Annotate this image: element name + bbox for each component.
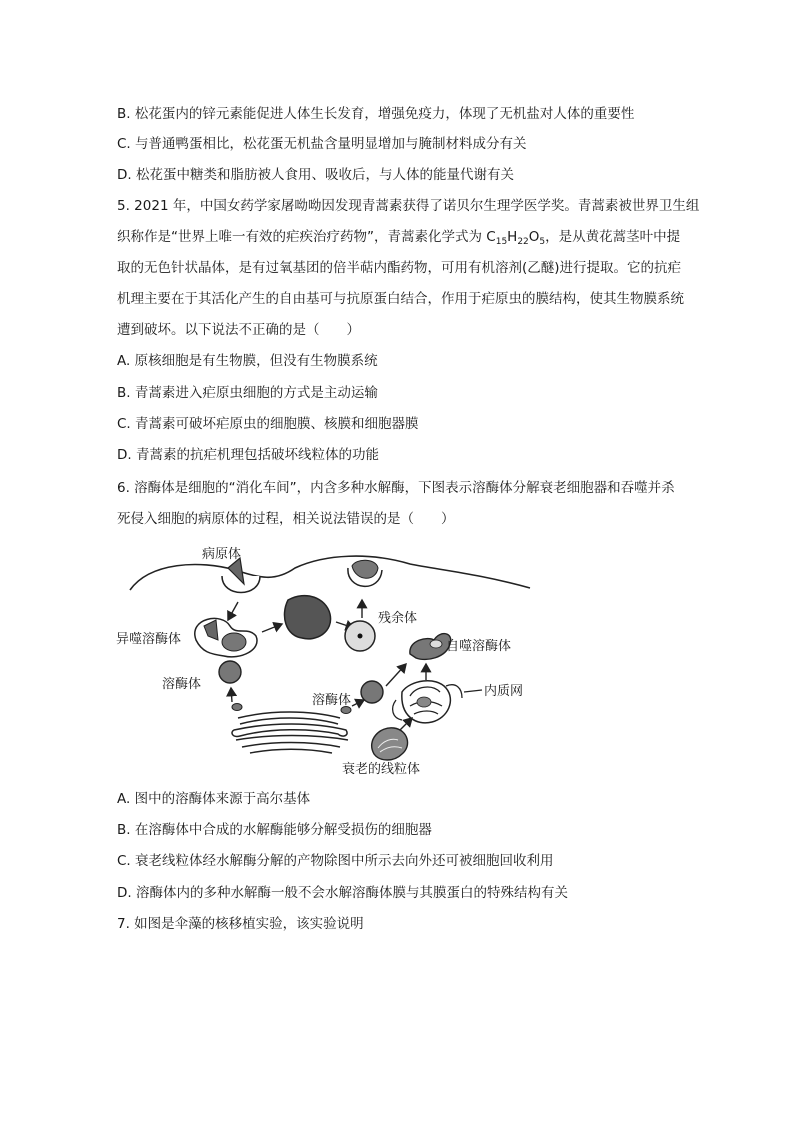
q6-option-d: D. 溶酶体内的多种水解酶一般不会水解溶酶体膜与其膜蛋白的特殊结构有关 (117, 885, 568, 901)
label-lysosome-mid: 溶酶体 (312, 693, 352, 708)
q5-line2: 织称作是“世界上唯一有效的疟疾治疗药物”，青蒿素化学式为 $C_{15}H_{22}O_5$，是从黄花蒿茎叶中提 (117, 229, 681, 247)
q7-line1: 7. 如图是伞藻的核移植实验，该实验说明 (117, 916, 364, 932)
q4-option-c: C. 与普通鸭蛋相比，松花蛋无机盐含量明显增加与腌制材料成分有关 (117, 136, 527, 152)
q6-line2: 死侵入细胞的病原体的过程，相关说法错误的是（ ） (117, 511, 455, 527)
label-autophagic: 自噬溶酶体 (446, 639, 512, 654)
q5-option-d: D. 青蒿素的抗疟机理包括破坏线粒体的功能 (117, 447, 379, 463)
golgi-apparatus (232, 712, 348, 753)
lysosome-diagram (110, 540, 550, 780)
q5-stem (117, 191, 702, 346)
q5-line5: 遭到破坏。以下说法不正确的是（ ） (117, 322, 360, 338)
endoplasmic-reticulum (393, 681, 462, 723)
q6-stem (117, 473, 702, 535)
q5-line1: 5. 2021 年，中国女药学家屠呦呦因发现青蒿素获得了诺贝尔生理学医学奖。青蒿素被世界卫生组 (117, 198, 700, 214)
q5-line3: 取的无色针状晶体，是有过氧基团的倍半萜内酯药物，可用有机溶剂(乙醚)进行提取。它的抗疟 (117, 260, 682, 276)
q6-option-c: C. 衰老线粒体经水解酶分解的产物除图中所示去向外还可被细胞回收利用 (117, 853, 554, 869)
q5-option-a: A. 原核细胞是有生物膜，但没有生物膜系统 (117, 353, 378, 369)
label-pathogen: 病原体 (202, 547, 242, 562)
q5-option-c: C. 青蒿素可破坏疟原虫的细胞膜、核膜和细胞器膜 (117, 416, 419, 432)
label-heterophagic: 异噬溶酶体 (116, 632, 182, 647)
q4-option-d: D. 松花蛋中糖类和脂肪被人食用、吸收后，与人体的能量代谢有关 (117, 167, 514, 183)
label-er: 内质网 (484, 684, 524, 699)
autophagic-lysosome (410, 634, 451, 660)
senescent-mitochondrion (372, 728, 408, 760)
cell-membrane (130, 556, 530, 590)
label-mito: 衰老的线粒体 (342, 762, 421, 777)
q6-option-a: A. 图中的溶酶体来源于高尔基体 (117, 791, 311, 807)
label-residual: 残余体 (378, 611, 418, 626)
label-lysosome-left: 溶酶体 (162, 677, 202, 692)
q5-line4: 机理主要在于其活化产生的自由基可与抗原蛋白结合，作用于疟原虫的膜结构，使其生物膜系统 (117, 291, 684, 307)
q6-line1: 6. 溶酶体是细胞的“消化车间”，内含多种水解酶，下图表示溶酶体分解衰老细胞器和吞噬并杀 (117, 480, 675, 496)
q4-option-b: B. 松花蛋内的锌元素能促进人体生长发育，增强免疫力，体现了无机盐对人体的重要性 (117, 106, 635, 122)
q5-option-b: B. 青蒿素进入疟原虫细胞的方式是主动运输 (117, 385, 378, 401)
digesting-body (284, 596, 330, 639)
q6-option-b: B. 在溶酶体中合成的水解酶能够分解受损伤的细胞器 (117, 822, 432, 838)
